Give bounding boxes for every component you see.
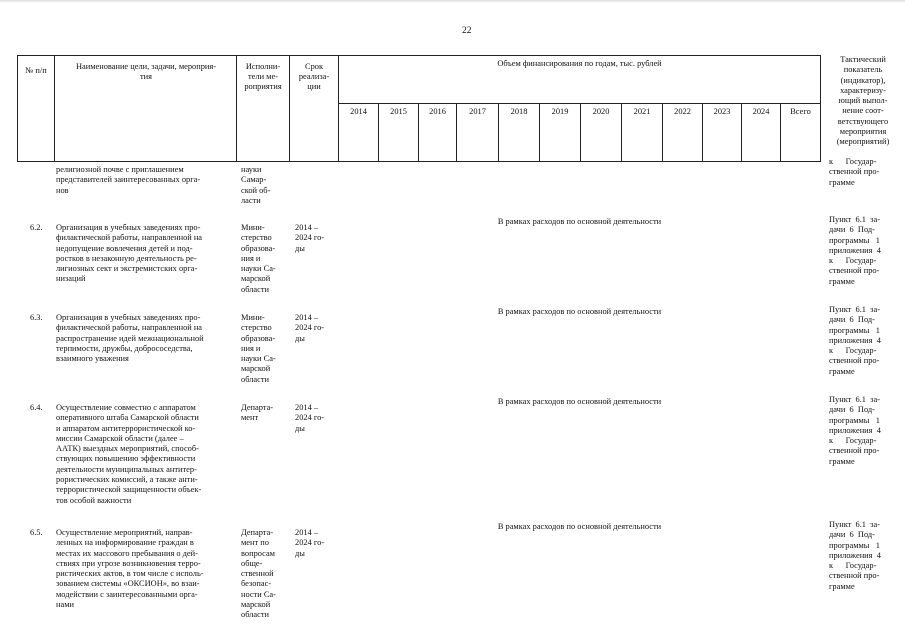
header-year: 2018 <box>510 107 528 116</box>
row-name: Организация в учебных заведениях про- филактической работы, направленной на распространение идей межнациональной терпимости, дружбы, добрососедства, взаимного уважения <box>56 313 204 364</box>
header-executor: Исполни- тели ме- роприятия <box>244 62 282 91</box>
row-number: 6.4. <box>30 403 43 412</box>
row-term: 2014 – 2024 го- ды <box>295 223 325 253</box>
header-indicator: Тактический показатель (индикатор), характеризу- ющий выпол- нение соот- ветствующего мероприятия (мероприятий) <box>836 55 890 147</box>
row-executor: Департа- мент по вопросам обще- ственной безопас- ности Са- марской области <box>241 528 276 620</box>
row-executor: Департа- мент <box>241 403 274 423</box>
header-year: 2023 <box>713 107 731 116</box>
row-finance: В рамках расходов по основной деятельности <box>497 307 662 316</box>
row-name: Организация в учебных заведениях про- филактической работы, направленной на недопущение вовлечения детей и под- ростков в незаконную деятельность ре- лигиозных сект и экстремистских орга- низаций <box>56 223 203 284</box>
header-finance: Объем финансирования по годам, тыс. рублей <box>497 59 662 68</box>
row-indicator: Пункт 6.1 за- дачи 6 Под- программы 1 приложения 4 к Государ- ственной про- грамме <box>829 215 881 286</box>
row-term: 2014 – 2024 го- ды <box>295 313 325 343</box>
row-number: 6.5. <box>30 528 43 537</box>
continuation-name: религиозной почве с приглашением представителей заинтересованных орга- нов <box>56 165 201 195</box>
row-term: 2014 – 2024 го- ды <box>295 403 325 433</box>
row-term: 2014 – 2024 го- ды <box>295 528 325 558</box>
row-indicator: Пункт 6.1 за- дачи 6 Под- программы 1 приложения 4 к Государ- ственной про- грамме <box>829 305 881 376</box>
header-year-total: Всего <box>790 107 811 116</box>
row-finance: В рамках расходов по основной деятельности <box>497 217 662 226</box>
row-finance: В рамках расходов по основной деятельности <box>497 397 662 406</box>
header-year: 2021 <box>633 107 651 116</box>
header-year: 2024 <box>752 107 770 116</box>
continuation-indicator: к Государ- ственной про- грамме <box>829 157 880 187</box>
row-indicator: Пункт 6.1 за- дачи 6 Под- программы 1 приложения 4 к Государ- ственной про- грамме <box>829 520 881 591</box>
header-year: 2020 <box>592 107 610 116</box>
row-indicator: Пункт 6.1 за- дачи 6 Под- программы 1 приложения 4 к Государ- ственной про- грамме <box>829 395 881 466</box>
scan-edge <box>0 0 905 3</box>
header-year: 2017 <box>469 107 486 116</box>
row-name: Осуществление мероприятий, направ- ленных на информирование граждан в местах их массового пребывания о дей- ствиях при угрозе возникновения терро- ристических актов, в том числе с исполь- зованием системы «ОКСИОН», во взаи- модействии с заинтересованными орга- нами <box>56 528 204 610</box>
header-term: Срок реализа- ции <box>298 62 330 91</box>
header-year: 2019 <box>551 107 569 116</box>
header-year: 2014 <box>350 107 367 116</box>
row-executor: Мини- стерство образова- ния и науки Са- марской области <box>241 313 276 384</box>
continuation-executor: науки Самар- ской об- ласти <box>241 165 271 205</box>
row-finance: В рамках расходов по основной деятельности <box>497 522 662 531</box>
header-year: 2022 <box>674 107 691 116</box>
header-year: 2016 <box>429 107 446 116</box>
row-executor: Мини- стерство образова- ния и науки Са- марской области <box>241 223 276 294</box>
header-year: 2015 <box>390 107 407 116</box>
header-name: Наименование цели, задачи, мероприя- тия <box>75 62 217 81</box>
row-name: Осуществление совместно с аппаратом оперативного штаба Самарской области и аппаратом антитеррористической ко- миссии Самарской области (далее – ААТК) выездных мероприятий, способ- ствующих повышению эффективности деятельности муниципальных антитер- рористических комиссий, а также анти- террористической защищенности объек- тов особой важности <box>56 403 202 505</box>
row-number: 6.2. <box>30 223 43 232</box>
header-num: № п/п <box>25 66 47 75</box>
page-number: 22 <box>462 26 472 36</box>
row-number: 6.3. <box>30 313 43 322</box>
